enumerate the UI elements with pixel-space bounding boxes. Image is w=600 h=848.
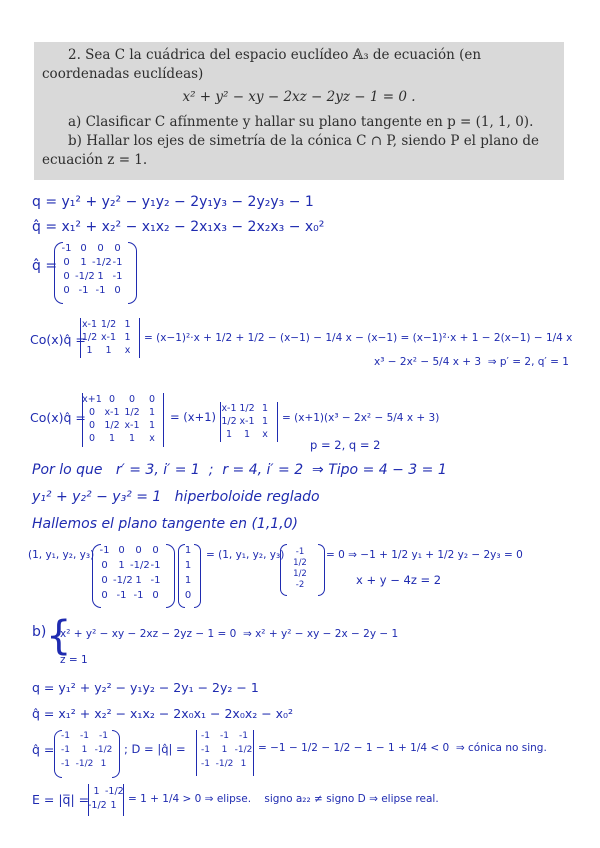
matrix-cell: 1/2 [221,416,237,427]
tangent-matrix-right-paren [166,544,175,608]
matrix-cell: 0 [114,285,121,296]
qhat-matrix-label: q̂ = [32,258,58,274]
co-qhat-result: = (x+1)(x³ − 2x² − 5/4 x + 3) [282,412,440,424]
matrix-cell: 1 [184,560,192,571]
matrix-cell: 1 [243,429,251,440]
part-b-label: b) [32,624,47,640]
matrix-cell: 1 [184,545,192,556]
system-eq1: x² + y² − xy − 2xz − 2yz − 1 = 0 ⇒ x² + y² − xy − 2x − 2y − 1 [60,628,399,640]
matrix-cell: x-1 [81,319,98,330]
matrix-cell: 1 [100,759,107,769]
matrix-cell: x-1 [239,416,255,427]
tangent-plane: x + y − 4z = 2 [356,573,442,587]
matrix-cell: -1 [99,545,110,556]
matrix-cell: 1/2 [104,420,120,431]
matrix-cell: -1 [61,243,72,254]
matrix-cell: -1/2 [92,257,112,268]
matrix-cell: 1 [105,345,112,356]
matrix-cell: -1 [201,759,210,769]
matrix-cell: 1 [135,575,142,586]
canonical-form: y₁² + y₂² − y₃² = 1 hiperboloide reglado [32,489,320,505]
matrix-cell: -1/2 [113,575,133,586]
matrix-cell: -1/2 [105,786,124,797]
problem-statement [34,42,564,180]
matrix-right-paren [128,242,137,304]
q2-definition: q = y₁² + y₂² − y₁y₂ − 2y₁ − 2y₂ − 1 [32,680,259,695]
system-brace: { [46,613,72,659]
tangent-title: Hallemos el plano tangente en (1,1,0) [32,516,298,532]
matrix-cell: x [124,345,131,356]
matrix-cell: 1 [240,759,247,769]
co-qhat-mid: = (x+1) [170,410,217,424]
matrix-cell: -1 [61,759,70,769]
m3-right-paren [112,730,120,778]
matrix-cell: -1 [112,257,123,268]
matrix-cell: -1 [80,731,89,741]
matrix-cell: 1 [80,257,87,268]
matrix-cell: -1 [150,575,161,586]
matrix-cell: 1 [97,271,104,282]
matrix-cell: 0 [63,285,70,296]
matrix-cell: -1 [61,745,70,755]
qhat2-label: q̂ = [32,742,55,757]
matrix-cell: -1/2 [75,759,94,769]
matrix-cell: 1/2 [293,558,307,568]
system-eq2: z = 1 [60,654,88,666]
matrix-cell: 1 [148,407,156,418]
matrix-cell: -1/2 [234,745,253,755]
q-definition: q = y₁² + y₂² − y₁y₂ − 2y₁y₃ − 2y₂y₃ − 1 [32,194,314,210]
matrix-cell: -1 [150,560,161,571]
matrix-cell: 0 [118,545,125,556]
matrix-cell: -1 [201,731,210,741]
E-label: E = |q̅| = [32,792,90,807]
matrix-cell: -1 [61,731,70,741]
matrix-cell: 1 [148,420,156,431]
matrix-cell: 0 [114,243,121,254]
matrix-cell: 0 [88,407,96,418]
matrix-cell: 0 [80,243,87,254]
problem-equation: x² + y² − xy − 2xz − 2yz − 1 = 0 . [182,89,416,105]
matrix-cell: -1 [201,745,210,755]
matrix-cell: 0 [63,271,70,282]
matrix-cell: -1 [220,731,229,741]
matrix-cell: 0 [135,545,142,556]
tipo-line: Por lo que r′ = 3, i′ = 1 ; r = 4, i′ = 2 ⇒ Tipo = 4 − 3 = 1 [32,462,447,478]
matrix-cell: -1/2 [215,759,234,769]
matrix-cell: -1 [116,590,127,601]
matrix-cell: 0 [184,590,192,601]
matrix-cell: -1/2 [130,560,150,571]
matrix-cell: -1 [95,285,106,296]
problem-part-a: a) Clasificar C afínmente y hallar su plano tangente en p = (1, 1, 0). [68,114,534,130]
matrix-cell: 0 [101,560,108,571]
matrix-cell: -1 [112,271,123,282]
matrix-cell: -2 [295,580,305,590]
tangent-final: = 0 ⇒ −1 + 1/2 y₁ + 1/2 y₂ − 2y₃ = 0 [326,549,523,561]
matrix-cell: 0 [108,394,116,405]
matrix-cell: 0 [101,575,108,586]
E-result: = 1 + 1/4 > 0 ⇒ elipse. signo a₂₂ ≠ signo D ⇒ elipse real. [128,793,439,805]
matrix-cell: 0 [128,394,136,405]
matrix-cell: 1 [124,332,131,343]
problem-part-b: b) Hallar los ejes de simetría de la cónica C ∩ P, siendo P el plano de ecuación z = 1. [42,133,540,168]
matrix-cell: x [262,429,268,440]
matrix-cell: x+1 [82,394,102,405]
co-q-polynomial: x³ − 2x² − 5/4 x + 3 ⇒ p′ = 2, q′ = 1 [374,356,569,368]
matrix-cell: 0 [152,545,159,556]
matrix-cell: -1/2 [75,271,95,282]
matrix-cell: 1/2 [100,319,117,330]
co-qhat-label: Co(x)q̂ = [30,410,86,425]
matrix-cell: -1/2 [94,745,113,755]
matrix-cell: 1 [221,745,228,755]
matrix-cell: 1 [261,403,269,414]
matrix-cell: 0 [101,590,108,601]
pq-values: p = 2, q = 2 [310,438,381,452]
matrix-cell: 1 [86,345,93,356]
matrix-cell: 1 [184,575,192,586]
D-result: = −1 − 1/2 − 1/2 − 1 − 1 + 1/4 < 0 ⇒ cónica no sing. [258,742,547,754]
matrix-cell: 0 [63,257,70,268]
col-right-paren [194,544,201,608]
matrix-cell: -1 [239,731,248,741]
matrix-cell: 1 [128,433,136,444]
matrix-cell: x [149,433,155,444]
matrix-cell: 0 [88,420,96,431]
matrix-cell: -1 [295,547,305,557]
res-right-paren [318,544,325,596]
matrix-cell: -1 [133,590,144,601]
matrix-cell: 1 [108,433,116,444]
matrix-cell: 1 [110,800,117,811]
matrix-cell: x-1 [124,420,140,431]
matrix-cell: 1/2 [124,407,140,418]
co-q-label: Co(x)q̂ = [30,332,86,347]
matrix-cell: -1 [78,285,89,296]
matrix-cell: 1 [93,786,100,797]
matrix-cell: 1 [225,429,233,440]
matrix-cell: 1 [118,560,125,571]
matrix-cell: 1 [81,745,88,755]
qhat-definition: q̂ = x₁² + x₂² − x₁x₂ − 2x₁x₃ − 2x₂x₃ − x₀² [32,219,325,235]
matrix-cell: -1/2 [88,800,107,811]
matrix-cell: 1/2 [293,569,307,579]
qhat2-definition: q̂ = x₁² + x₂² − x₁x₂ − 2x₀x₁ − 2x₀x₂ − x₀² [32,706,294,721]
problem-intro: 2. Sea C la cuádrica del espacio euclídeo 𝔸₃ de ecuación (en coordenadas euclídeas) [42,47,482,82]
matrix-cell: 1 [124,319,131,330]
tangent-eq: = (1, y₁, y₂, y₃) [206,549,285,561]
matrix-cell: x-1 [221,403,237,414]
matrix-cell: 1 [261,416,269,427]
matrix-cell: 1/2 [239,403,255,414]
matrix-cell: 0 [152,590,159,601]
matrix-cell: 0 [97,243,104,254]
matrix-cell: x-1 [104,407,120,418]
matrix-cell: 0 [148,394,156,405]
co-q-expansion: = (x−1)²·x + 1/2 + 1/2 − (x−1) − 1/4 x − (x−1) = (x−1)²·x + 1 − 2(x−1) − 1/4 x [144,332,573,344]
matrix-cell: -1 [99,731,108,741]
matrix-cell: 1/2 [81,332,98,343]
tangent-row-vector: (1, y₁, y₂, y₃) [28,549,95,561]
matrix-cell: 0 [88,433,96,444]
D-label: ; D = |q̂| = [124,742,186,756]
matrix-cell: x-1 [100,332,117,343]
